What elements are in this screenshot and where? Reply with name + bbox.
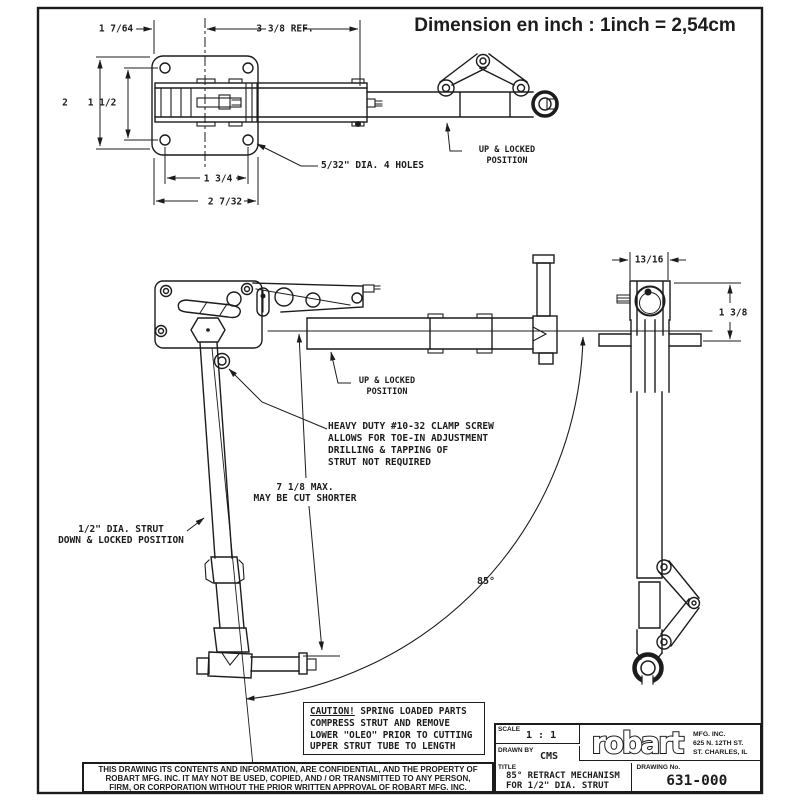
logo-cell [580,725,760,761]
dim-hole-spacing-h: 1 3/4 [203,173,233,185]
dim-offset: 1 7/64 [98,23,134,35]
dimension-lines [96,18,741,699]
drawn-by-value: CMS [540,750,559,762]
disclaimer-text: THIS DRAWING ITS CONTENTS AND INFORMATION, ARE CONFIDENTIAL, AND THE PROPERTY OF ROBART MFG. INC. IT MAY NOT BE USED, COPIED, AND / OR TRANSMITTED TO ANY PERSON, FIRM, OR CORPORATION WITHOUT THE PRIOR WRITTEN APPROVAL OF ROBART MFG. INC. [98,765,478,792]
drawing-no-cell [634,763,761,792]
swing-angle-label: 85° [476,576,496,587]
scale-label: SCALE [498,726,521,733]
drawn-by-label: DRAWN BY [498,746,534,754]
dim-height: 2 [62,97,68,109]
caution-box [303,702,485,755]
drawing-title: 85° RETRACT MECHANISM FOR 1/2" DIA. STRUT [506,770,620,791]
caution-line4: UPPER STRUT TUBE TO LENGTH [310,741,456,753]
caution-line1: CAUTION! SPRING LOADED PARTS [310,706,467,717]
title-label: TITLE [498,763,517,771]
dim-hole-spacing-v: 1 1/2 [87,97,117,109]
units-note: Dimension en inch : 1inch = 2,54cm [414,15,736,36]
drawing-no-label: DRAWING No. [636,763,681,771]
dim-plate-width: 2 7/32 [207,196,243,208]
caution-line2: COMPRESS STRUT AND REMOVE [310,717,450,729]
strut-label: 1/2" DIA. STRUT DOWN & LOCKED POSITION [58,524,184,546]
title-cell [496,763,632,792]
dim-bracket-height: 1 3/8 [718,307,748,319]
dim-bracket-width: 13/16 [634,254,664,266]
robart-logo [586,725,688,761]
drawn-by-cell [496,746,580,762]
strut-length-note: 7 1/8 MAX. MAY BE CUT SHORTER [253,482,357,504]
disclaimer-box [82,762,494,793]
holes-note: 5/32" DIA. 4 HOLES [321,160,424,171]
title-block [494,723,762,793]
scale-cell [496,725,580,744]
sheet-border [38,8,762,793]
company-address: MFG. INC. 625 N. 12TH ST. ST. CHARLES, IL [693,731,748,756]
scale-value: 1 : 1 [526,730,557,741]
dim-ref: 3 3/8 REF. [256,23,314,35]
clamp-screw-note: HEAVY DUTY #10-32 CLAMP SCREW ALLOWS FOR TOE-IN ADJUSTMENT DRILLING & TAPPING OF STRUT NOT REQUIRED [328,421,494,468]
object-lines [152,54,712,766]
svg-text:robart: robart [591,726,683,760]
drawing-no-value: 631-000 [666,772,728,789]
up-locked-label-top: UP & LOCKED POSITION [478,145,536,166]
up-locked-label-side: UP & LOCKED POSITION [358,376,416,397]
caution-line3: LOWER "OLEO" PRIOR TO CUTTING [310,729,473,741]
